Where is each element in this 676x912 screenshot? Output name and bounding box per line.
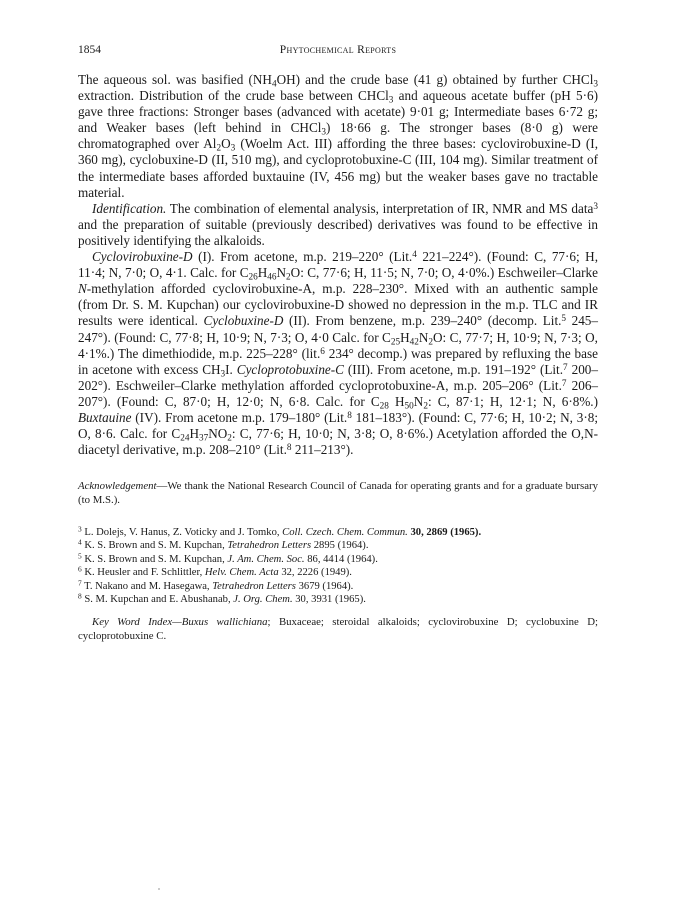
journal-title: Phytochemical Reports xyxy=(279,44,397,56)
paragraph-identification: Identification. The combination of elemental analysis, interpretation of IR, NMR and MS data$^3$ and the preparation of suitable (previously described) derivatives was found to be effective in positively identifying the alkaloids. xyxy=(78,200,598,248)
compound-name: Cycloprotobuxine-C xyxy=(236,361,344,377)
key-word-label: Key Word Index— xyxy=(92,616,182,628)
section-heading: Identification. xyxy=(92,200,167,216)
key-word-index: Key Word Index—Buxus wallichiana; Buxaceae; steroidal alkaloids; cyclovirobuxine D; cyclobuxine D; cycloprotobuxine C. xyxy=(78,616,598,642)
compound-name: Buxtauine xyxy=(78,409,132,425)
reference-item: $^8$ S. M. Kupchan and E. Abushanab, J. Org. Chem. 30, 3931 (1965). xyxy=(78,591,366,606)
acknowledgement: Acknowledgement—We thank the National Research Council of Canada for operating grants and for a graduate bursary (to M.S.). xyxy=(78,480,598,506)
compound-name: Cyclobuxine-D xyxy=(203,313,284,329)
reference-item: $^7$ T. Nakano and M. Hasegawa, Tetrahedron Letters 3679 (1964). xyxy=(78,578,354,592)
acknowledgement-label: Acknowledgement xyxy=(78,480,157,492)
species-name: Buxus wallichiana xyxy=(181,616,268,628)
main-text xyxy=(78,72,598,458)
scan-speck xyxy=(158,888,160,890)
paragraph-compounds: Cyclovirobuxine-D (I). From acetone, m.p. 219–220° (Lit.$^4$ 221–224°). (Found: C, 77·6; H, 11·4; N, 7·0; O, 4·1. Calc. for $C_{26}H_{46}N_2O$: C, 77·6; H, 11·5; N, 7·0; O, 4·0%.) Eschweiler–Clarke N-methylation afforded cyclovirobuxine-A, m.p. 228–230°. Mixed with an authentic sample (from Dr. S. M. Kupchan) our cyclovirobuxine-D showed no depression in the m.p. TLC and IR results were identical. Cyclobuxine-D (II). From benzene, m.p. 239–240° (decomp. Lit.$^5$ 245–247°). (Found: C, 77·8; H, 10·9; N, 7·3; O, 4·0 Calc. for $C_{25}H_{42}N_2O$: C, 77·7; H, 10·9; N, 7·3; O, 4·1%.) The dimethiodide, m.p. 225–228° (lit.$^6$ 234° decomp.) was prepared by refluxing the base in acetone with excess $CH_3I$. Cycloprotobuxine-C (III). From acetone, m.p. 191–192° (Lit.$^7$ 200–202°). Eschweiler–Clarke methylation afforded cycloprotobuxine-A, m.p. 205–206° (Lit.$^7$ 206–207°). (Found: C, 87·0; H, 12·0; N, 6·8. Calc. for $C_{28}$ $H_{50}N_2$: C, 87·1; H, 12·1; N, 6·8%.) Buxtauine (IV). From acetone m.p. 179–180° (Lit.$^8$ 181–183°). (Found: C, 77·6; H, 10·2; N, 3·8; O, 8·6. Calc. for $C_{24}H_{37}NO_2$: C, 77·6; H, 10·0; N, 3·8; O, 8·6%.) Acetylation afforded the O,N-diacetyl derivative, m.p. 208–210° (Lit.$^8$ 211–213°). xyxy=(78,248,599,458)
reference-list xyxy=(78,526,598,606)
reference-item: $^4$ K. S. Brown and S. M. Kupchan, Tetrahedron Letters 2895 (1964). xyxy=(78,538,369,552)
reference-item: $^5$ K. S. Brown and S. M. Kupchan, J. Am. Chem. Soc. 86, 4414 (1964). xyxy=(78,551,378,565)
page-number: 1854 xyxy=(78,44,101,56)
compound-name: Cyclovirobuxine-D xyxy=(92,249,193,265)
reference-item: $^6$ K. Heusler and F. Schlittler, Helv. Chem. Acta 32, 2226 (1949). xyxy=(78,564,352,579)
running-head xyxy=(78,44,598,60)
reference-item: $^3$ L. Dolejs, V. Hanus, Z. Voticky and J. Tomko, Coll. Czech. Chem. Commun. 30, 2869 (1965). xyxy=(78,524,482,538)
paragraph-isolation: The aqueous sol. was basified $(NH_4OH)$ and the crude base (41 g) obtained by further CHCl$_3$ extraction. Distribution of the crude base between CHCl$_3$ and aqueous acetate buffer (pH 5·6) gave three fractions: Stronger bases (advanced with acetate) 9·01 g; Intermediate bases 6·72 g; and Weaker bases (left behind in CHCl$_3$) 18·66 g. The stronger bases (8·0 g) were chromatographed over $Al_2O_3$ (Woelm Act. III) affording the three bases: cyclovirobuxine-D (I, 360 mg), cyclobuxine-D (II, 510 mg), and cycloprotobuxine-C (III, 104 mg). Similar treatment of the intermediate bases afforded buxtauine (IV, 456 mg) but the weaker bases gave no tractable material. xyxy=(78,72,599,200)
